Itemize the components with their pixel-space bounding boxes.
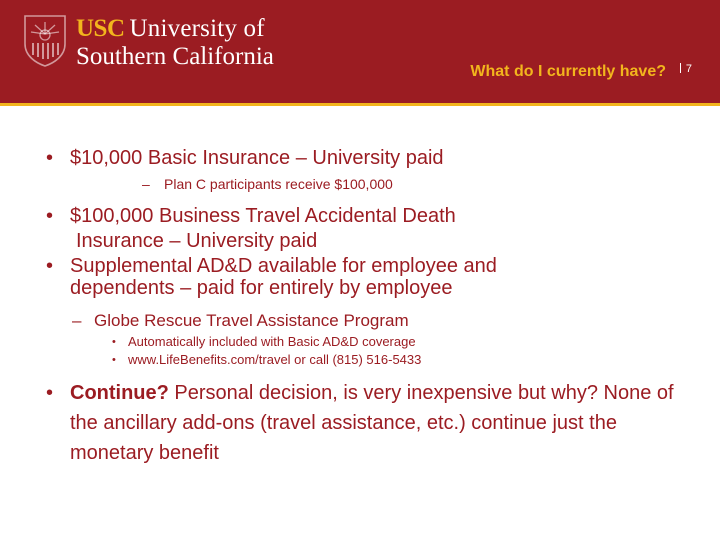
bullet-supplemental (46, 255, 696, 299)
dash-icon: – (72, 311, 82, 330)
bullet-basic-insurance (46, 146, 696, 171)
sub-sub-bullet-auto-included (112, 333, 696, 351)
sub-sub-bullet-text: www.LifeBenefits.com/travel or call (815) 516-5433 (128, 352, 422, 367)
bullet-dot-icon: • (46, 382, 54, 404)
bullet-text-line2: dependents – paid for entirely by employee (70, 277, 453, 299)
bullet-text-line1: $100,000 Business Travel Accidental Death (70, 205, 456, 227)
page-number: 7 (685, 63, 692, 75)
slide-title: What do I currently have? (470, 63, 666, 80)
bullet-business-travel (46, 204, 696, 254)
dash-icon: – (142, 176, 150, 192)
page-number-divider (680, 63, 681, 73)
slide-body (46, 146, 696, 468)
bullet-dot-icon: • (112, 336, 116, 348)
sub-bullet-text: Plan C participants receive $100,000 (164, 176, 393, 192)
sub-sub-bullet-website (112, 351, 696, 369)
bullet-dot-icon: • (46, 255, 54, 277)
bullet-text: $10,000 Basic Insurance – University paid (70, 147, 444, 169)
bullet-text-line2: Insurance – University paid (76, 230, 318, 252)
bullet-dot-icon: • (46, 205, 54, 227)
bullet-text-line1: Supplemental AD&D available for employee and (70, 255, 497, 277)
page-number-wrap (680, 63, 692, 75)
usc-wordmark (76, 16, 274, 69)
continue-text: Personal decision, is very inexpensive but why? None of the ancillary add-ons (travel assistance, etc.) continue just the monetary benefit (70, 382, 674, 464)
sub-sub-bullet-text: Automatically included with Basic AD&D coverage (128, 334, 416, 349)
logo-line1: University of (129, 15, 265, 42)
sub-bullet-globe-rescue (70, 310, 696, 331)
bullet-dot-icon: • (46, 147, 54, 169)
header-bar (0, 0, 720, 103)
logo-usc: USC (76, 15, 125, 42)
header-gold-rule (0, 103, 720, 106)
sub-bullet-plan-c (140, 175, 696, 193)
bullet-continue (46, 378, 696, 468)
usc-seal-icon (22, 14, 68, 68)
logo-line2: Southern California (76, 43, 274, 70)
bullet-dot-icon: • (112, 354, 116, 366)
continue-label: Continue? (70, 382, 169, 404)
sub-bullet-text: Globe Rescue Travel Assistance Program (94, 311, 409, 330)
